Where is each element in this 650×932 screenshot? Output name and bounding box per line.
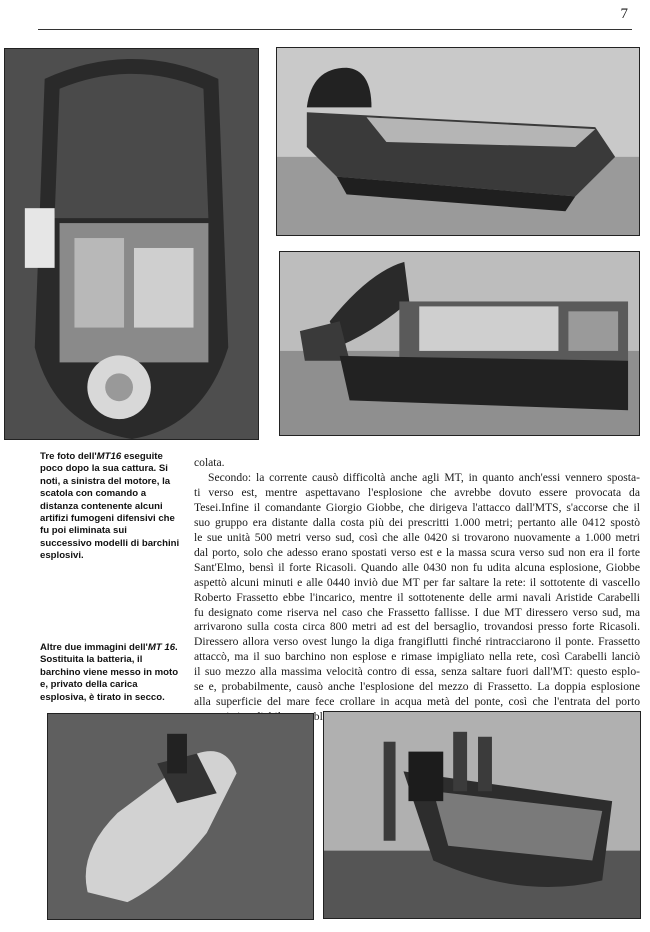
boat-photo-icon: [277, 48, 639, 235]
photo-boat-underway: [47, 713, 314, 920]
boat-photo-icon: [48, 714, 313, 919]
body-line: fu designato come riserva nel caso che Frassetto fallisse. I due MT diressero verso sud, ma: [194, 605, 640, 619]
boat-photo-icon: [5, 49, 258, 439]
caption-first: [40, 451, 180, 563]
body-line: Diressero allora verso ovest lungo la diga frangiflutti finché rintracciarono il ponte. Frassetto: [194, 635, 640, 649]
body-line: dal porto, solo che adesso erano spostati verso est e la massa scura verso sud non era il forte: [194, 545, 640, 559]
body-line: ti verso est, mentre aspettavano l'esplosione che avrebbe dovuto essere provocata da: [194, 485, 640, 499]
caption-second-text-post: . Sostituita la batteria, il barchino viene messo in moto e, privato della carica esplosiva, è tirato in secco.: [40, 642, 179, 703]
body-line: aspettò alcuni minuti e alle 0440 inviò due MT per far saltare la rete: il sottotente di vascello: [194, 575, 640, 589]
body-line: alla superficie del mare fece crollare in acqua metà del ponte, così che l'entrata del porto: [194, 695, 640, 709]
body-line: attaccò, ma il suo barchino non esplose e rimase impigliato nella rete, così Carabelli lanciò: [194, 650, 640, 664]
body-line: Tesei.Infine il comandante Giorgio Giobbe, che dirigeva l'attacco dall'MTS, s'accorse che il: [194, 500, 640, 514]
caption-second-model: MT 16: [147, 642, 176, 653]
body-line: suo gruppo era distante dalla costa più dei prescritti 1.000 metri; pertanto alle 0412 spostò: [194, 515, 640, 529]
page-number: 7: [620, 6, 628, 22]
caption-first-text-post: eseguite poco dopo la sua cattura. Si noti, a sinistra del motore, la scatola con comando a distanza contenente alcuni artifizi fumogeni difensivi che fu poi eliminata sui successivo modelli di barchini esplosivi.: [40, 451, 180, 562]
body-line: arrivarono sulla costa circa 800 metri ad est del bersaglio, trovandosi presso forte Ricasoli.: [194, 620, 640, 634]
article-body: [194, 456, 640, 725]
body-line: Sant'Elmo, bensì il forte Ricasoli. Quando alle 0430 non fu udita alcuna esplosione, Giobbe: [194, 560, 640, 574]
caption-second-text-pre: Altre due immagini dell': [40, 642, 148, 653]
header-rule: [38, 29, 632, 30]
body-line: Secondo: la corrente causò difficoltà anche agli MT, in quanto anch'essi vennero sposta-: [208, 470, 640, 484]
caption-first-text-pre: Tre foto dell': [40, 451, 97, 462]
caption-first-model: MT16: [96, 451, 122, 462]
caption-second: [40, 642, 180, 704]
body-line: le sue unità 500 metri verso sud, così che alle 0420 si trovarono nuovamente a 1.000 metri: [194, 530, 640, 544]
photo-boat-ashore: [323, 711, 641, 919]
body-line: Roberto Frassetto ebbe l'incarico, mentre il sottotenente delle armi navali Aristide Carabelli: [194, 590, 640, 604]
boat-photo-icon: [324, 712, 640, 918]
body-line: il suo mezzo alla massima velocità contro di essa, senza saltare fuori dall'MT: questo esplo-: [194, 665, 640, 679]
body-line: colata.: [194, 456, 225, 469]
body-line: se e, probabilmente, causò anche l'esplosione del mezzo di Frassetto. La doppia esplosione: [194, 680, 640, 694]
photo-boat-engine-view: [279, 251, 640, 436]
photo-boat-top-view: [4, 48, 259, 440]
photo-boat-side-view: [276, 47, 640, 236]
boat-photo-icon: [280, 252, 639, 435]
